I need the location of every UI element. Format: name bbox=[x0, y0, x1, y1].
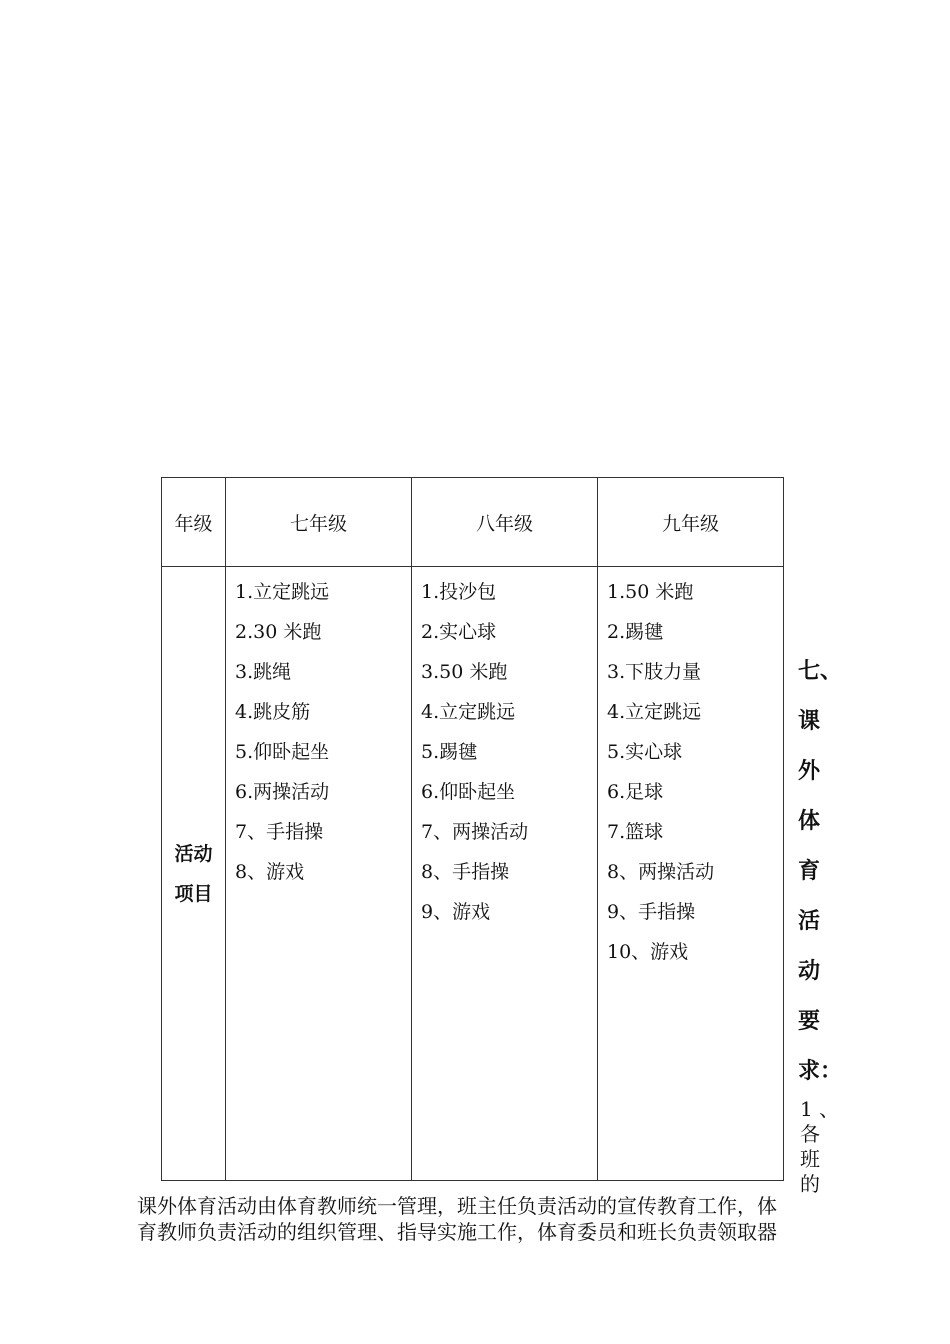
list-item: 1.50 米跑 bbox=[607, 581, 694, 603]
list-item: 5.实心球 bbox=[607, 741, 683, 763]
list-item: 7.篮球 bbox=[607, 821, 664, 843]
list-item: 4.立定跳远 bbox=[607, 701, 702, 723]
grade-7-items-cell bbox=[226, 567, 412, 1181]
grade-9-header: 九年级 bbox=[598, 478, 784, 567]
list-item: 7、手指操 bbox=[235, 821, 324, 843]
activity-label-cell bbox=[162, 567, 226, 1181]
list-item: 2.实心球 bbox=[421, 621, 497, 643]
grade-8-item-list bbox=[412, 567, 597, 937]
table-body-row bbox=[162, 567, 784, 1181]
list-item: 8、手指操 bbox=[421, 861, 510, 883]
list-item: 4.立定跳远 bbox=[421, 701, 516, 723]
side-text-vertical bbox=[800, 1097, 840, 1197]
list-item: 3.跳绳 bbox=[235, 661, 292, 683]
list-item: 7、两操活动 bbox=[421, 821, 529, 843]
section-heading-vertical bbox=[798, 652, 842, 1102]
table-header-row bbox=[162, 478, 784, 567]
list-item: 3.下肢力量 bbox=[607, 661, 702, 683]
list-item: 8、游戏 bbox=[235, 861, 305, 883]
heading-char: 要 bbox=[798, 1009, 821, 1034]
list-item: 6.仰卧起坐 bbox=[421, 781, 516, 803]
grade-label-cell: 年级 bbox=[162, 478, 226, 567]
list-item: 9、手指操 bbox=[607, 901, 696, 923]
list-item: 10、游戏 bbox=[607, 941, 689, 963]
side-text-char: 的 bbox=[800, 1172, 820, 1196]
list-item: 2.踢毽 bbox=[607, 621, 664, 643]
heading-char: 外 bbox=[798, 759, 821, 784]
list-item: 6.足球 bbox=[607, 781, 664, 803]
grade-7-header: 七年级 bbox=[226, 478, 412, 567]
list-item: 8、两操活动 bbox=[607, 861, 715, 883]
activity-label-line: 活动 bbox=[174, 842, 213, 865]
heading-char: 育 bbox=[798, 859, 821, 884]
grade-8-header: 八年级 bbox=[412, 478, 598, 567]
list-item: 9、游戏 bbox=[421, 901, 491, 923]
grade-9-items-cell bbox=[598, 567, 784, 1181]
list-item: 5.踢毽 bbox=[421, 741, 478, 763]
heading-char: 体 bbox=[798, 809, 821, 834]
list-item: 4.跳皮筋 bbox=[235, 701, 311, 723]
activity-table bbox=[161, 477, 784, 1181]
heading-char: 课 bbox=[798, 709, 821, 734]
heading-char: 活 bbox=[798, 909, 821, 934]
activity-label-line: 项目 bbox=[174, 882, 213, 905]
side-text-char: 各 bbox=[800, 1122, 820, 1146]
list-item: 2.30 米跑 bbox=[235, 621, 322, 643]
paragraph-line: 育教师负责活动的组织管理、指导实施工作，体育委员和班长负责领取器 bbox=[137, 1220, 777, 1244]
heading-char: 动 bbox=[798, 959, 821, 984]
side-text-char: 班 bbox=[800, 1147, 820, 1171]
side-text-char: 1 、 bbox=[800, 1097, 840, 1121]
list-item: 5.仰卧起坐 bbox=[235, 741, 330, 763]
paragraph-line: 课外体育活动由体育教师统一管理，班主任负责活动的宣传教育工作，体 bbox=[137, 1194, 777, 1218]
list-item: 1.立定跳远 bbox=[235, 581, 330, 603]
grade-8-items-cell bbox=[412, 567, 598, 1181]
heading-char: 求： bbox=[798, 1059, 843, 1084]
grade-7-item-list bbox=[226, 567, 411, 897]
list-item: 1.投沙包 bbox=[421, 581, 497, 603]
heading-char: 七、 bbox=[798, 659, 843, 684]
grade-9-item-list bbox=[598, 567, 783, 977]
list-item: 3.50 米跑 bbox=[421, 661, 508, 683]
list-item: 6.两操活动 bbox=[235, 781, 330, 803]
